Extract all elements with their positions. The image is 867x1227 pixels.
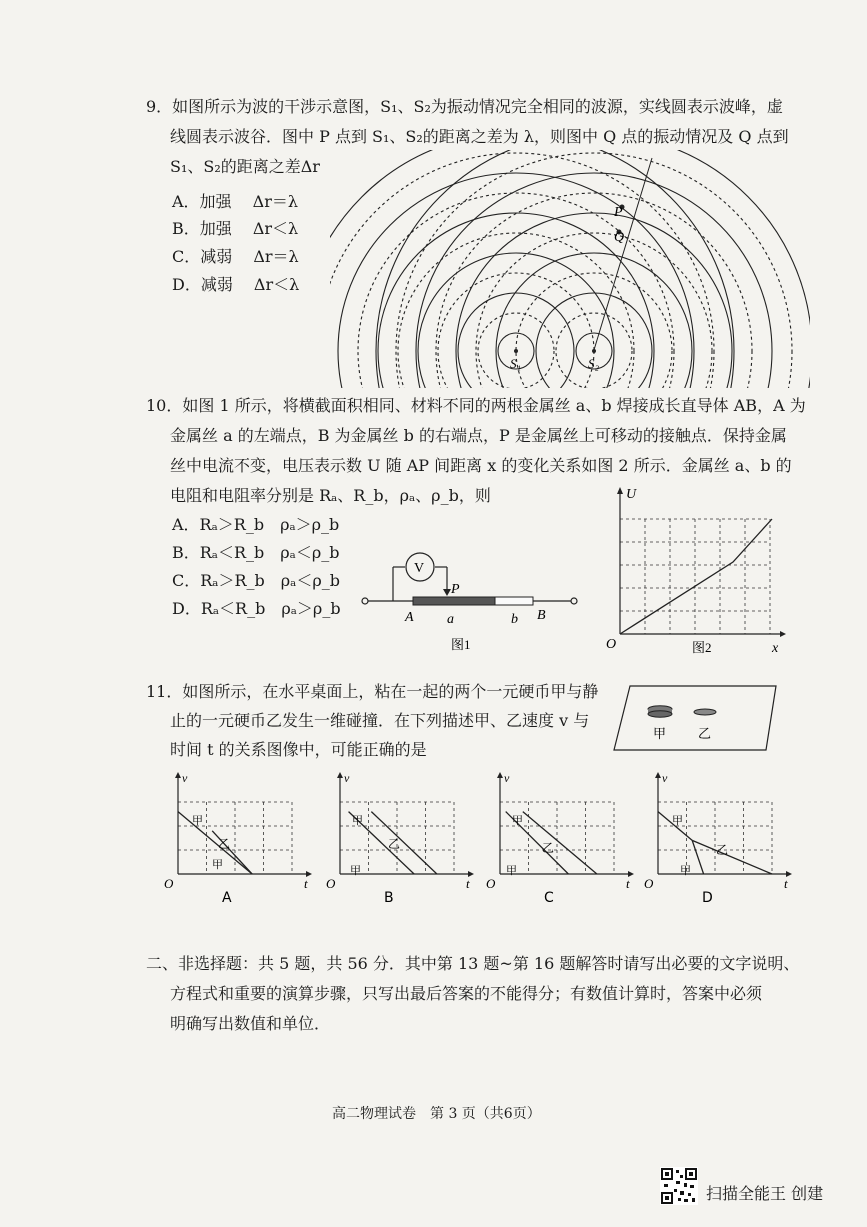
axis-t-label: t	[466, 876, 470, 891]
figure2-ux-graph	[600, 482, 790, 654]
graph-caption: A	[222, 890, 232, 906]
vt-graph-b	[322, 770, 472, 910]
figure2-caption: 图2	[692, 640, 712, 655]
q10-line4: 电阻和电阻率分别是 Rₐ、R_b，ρₐ、ρ_b，则	[170, 486, 491, 505]
axis-x: x	[772, 641, 779, 656]
q10-line1: 10．如图 1 所示，将横截面积相同、材料不同的两根金属丝 a、b 焊接成长直导体 AB，A 为	[146, 396, 806, 415]
q11-line1: 11．如图所示，在水平桌面上，粘在一起的两个一元硬币甲与静	[146, 682, 599, 701]
qr-code-icon	[660, 1167, 698, 1205]
label-end-b: B	[537, 608, 546, 623]
q10-line3: 丝中电流不变，电压表示数 U 随 AP 间距离 x 的变化关系如图 2 所示．金属丝 a、b 的	[170, 456, 792, 475]
u-x-curve	[620, 519, 772, 634]
vt-graph-c	[482, 770, 632, 910]
scanner-watermark: 扫描全能王 创建	[706, 1184, 824, 1203]
label-yi: 乙	[218, 837, 231, 851]
q10-line2: 金属丝 a 的左端点，B 为金属丝 b 的右端点，P 是金属丝上可移动的接触点．保持金属	[170, 426, 787, 445]
q10-option-b: B．Rₐ＜R_b ρₐ＜ρ_b	[172, 543, 340, 562]
label-jia-after: 甲	[350, 864, 361, 877]
label-jia-after: 甲	[680, 864, 691, 877]
section2-line1: 二、非选择题：共 5 题，共 56 分．其中第 13 题~第 16 题解答时请写出必要的文字说明、	[146, 954, 800, 973]
vt-line	[692, 840, 703, 874]
axis-u: U	[626, 487, 637, 502]
label-coin-yi: 乙	[698, 727, 712, 742]
q9-option-d: D．减弱 Δr＜λ	[172, 275, 300, 294]
q10-option-d: D．Rₐ＜R_b ρₐ＞ρ_b	[172, 599, 341, 618]
section2-line2: 方程式和重要的演算步骤，只写出最后答案的不能得分；有数值计算时，答案中必须	[170, 984, 763, 1003]
q9-line3: S₁、S₂的距离之差Δr	[170, 157, 320, 176]
label-jia: 甲	[192, 814, 203, 827]
q10-option-c: C．Rₐ＞R_b ρₐ＜ρ_b	[172, 571, 340, 590]
graph-caption: C	[544, 890, 554, 906]
source-s2	[592, 349, 596, 353]
label-jia: 甲	[672, 814, 683, 827]
label-contact-p: P	[451, 582, 460, 597]
q9-option-c: C．减弱 Δr＝λ	[172, 247, 299, 266]
origin-label: O	[644, 876, 654, 891]
q9-option-a: A．加强 Δr＝λ	[172, 192, 298, 211]
origin-label: O	[486, 876, 496, 891]
label-s2: S₂	[588, 356, 600, 371]
figure1-caption: 图1	[451, 637, 471, 652]
q9-line1: 9．如图所示为波的干涉示意图，S₁、S₂为振动情况完全相同的波源，实线圆表示波峰，虚	[146, 97, 783, 116]
label-jia: 甲	[512, 814, 523, 827]
label-end-a: A	[405, 610, 414, 625]
axis-v-label: v	[504, 771, 510, 785]
label-p: P	[614, 205, 623, 220]
label-s1: S₁	[510, 356, 522, 371]
coin-yi	[694, 709, 716, 715]
label-jia-after: 甲	[212, 858, 223, 871]
axis-v-label: v	[182, 771, 188, 785]
figure1-circuit	[355, 545, 595, 655]
label-wire-b: b	[511, 612, 518, 627]
page-footer: 高二物理试卷 第 3 页（共6页）	[332, 1106, 541, 1122]
label-yi: 乙	[716, 843, 729, 857]
source-s1	[514, 349, 518, 353]
label-yi: 乙	[542, 841, 555, 855]
section2-line3: 明确写出数值和单位．	[170, 1014, 331, 1033]
q9-line2: 线圆表示波谷．图中 P 点到 S₁、S₂的距离之差为 λ，则图中 Q 点的振动情况及 Q 点到	[170, 127, 789, 146]
axis-t-label: t	[626, 876, 630, 891]
label-jia-after: 甲	[506, 864, 517, 877]
origin-label: O	[326, 876, 336, 891]
label-q: Q	[614, 230, 625, 245]
q11-line3: 时间 t 的关系图像中，可能正确的是	[170, 740, 427, 759]
graph-caption: D	[702, 890, 713, 906]
q9-option-b: B．加强 Δr＜λ	[172, 219, 299, 238]
coins-on-table	[608, 682, 788, 754]
label-coin-jia: 甲	[653, 727, 667, 742]
label-wire-a: a	[447, 612, 454, 627]
axis-v-label: v	[344, 771, 350, 785]
vt-line	[692, 840, 772, 874]
q10-option-a: A．Rₐ＞R_b ρₐ＞ρ_b	[172, 515, 340, 534]
q11-line2: 止的一元硬币乙发生一维碰撞．在下列描述甲、乙速度 v 与	[170, 711, 590, 730]
axis-v-label: v	[662, 771, 668, 785]
voltmeter-label: V	[414, 561, 425, 576]
origin-label: O	[164, 876, 174, 891]
label-yi: 乙	[388, 837, 401, 851]
graph-caption: B	[384, 890, 394, 906]
axis-t-label: t	[784, 876, 788, 891]
origin-o: O	[606, 637, 617, 652]
label-jia: 甲	[352, 814, 363, 827]
axis-t-label: t	[304, 876, 308, 891]
vt-graph-a	[160, 770, 310, 910]
interference-diagram	[330, 150, 810, 390]
vt-graph-d	[640, 770, 790, 910]
